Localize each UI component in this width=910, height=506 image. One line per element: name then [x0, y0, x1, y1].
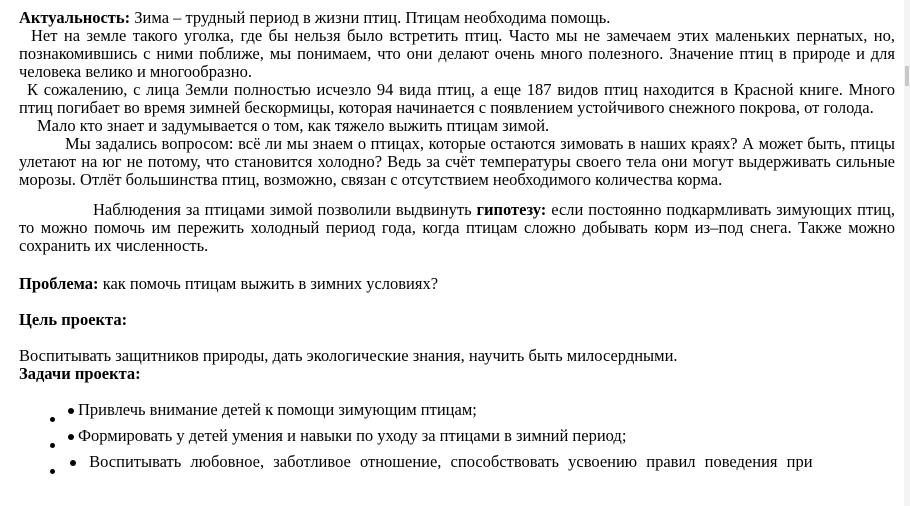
tasks-list	[19, 400, 895, 471]
relevance-intro-text: Зима – трудный период в жизни птиц. Птицам необходима помощь.	[130, 8, 611, 27]
relevance-heading: Актуальность:	[19, 8, 131, 27]
document-body	[19, 9, 895, 478]
hypothesis-text: если постоянно подкармливать зимующих птиц, то можно помочь им пережить холодный период года, когда птицам сложно добывать корм из–под снега. Также можно сохранить их численность.	[19, 200, 895, 255]
tasks-heading	[19, 365, 895, 383]
task-item-text: Воспитывать любовное, заботливое отношение, способствовать усвоению правил поведения при	[89, 452, 813, 471]
list-bullet-icon	[68, 400, 74, 418]
vertical-scrollbar[interactable]	[904, 0, 910, 506]
list-item	[19, 452, 895, 471]
list-bullet-icon	[50, 460, 55, 478]
relevance-paragraph-4: Мы задались вопросом: всё ли мы знаем о птицах, которые остаются зимовать в наших краях? А может быть, птицы улетают на юг не потому, что становится холодно? Ведь за счёт температуры своего тела они могут выдерживать сильные морозы. Отлёт большинства птиц, возможно, связан с отсутствием необходимого количества корма.	[19, 134, 895, 189]
tasks-label: Задачи проекта:	[19, 364, 141, 383]
list-bullet-icon	[50, 408, 55, 426]
hypothesis-lead: Наблюдения за птицами зимой позволили выдвинуть	[93, 200, 477, 219]
relevance-paragraph-3: Мало кто знает и задумывается о том, как тяжело выжить птицам зимой.	[37, 116, 550, 135]
goal-text: Воспитывать защитников природы, дать экологические знания, научить быть милосердными.	[19, 346, 678, 365]
relevance-intro	[19, 9, 895, 27]
task-item-text: Формировать у детей умения и навыки по уходу за птицами в зимний период;	[78, 426, 627, 445]
list-bullet-icon	[50, 434, 55, 452]
problem-paragraph	[19, 275, 895, 293]
goal-label: Цель проекта:	[19, 310, 128, 329]
list-bullet-icon	[70, 452, 76, 470]
relevance-paragraph-2: К сожалению, с лица Земли полностью исчезло 94 вида птиц, а еще 187 видов птиц находится в Красной книге. Много птиц погибает во время зимней бескормицы, которая начинается с появлением устойчивого снежного покрова, от голода.	[19, 80, 895, 117]
problem-text: как помочь птицам выжить в зимних условиях?	[98, 274, 439, 293]
list-bullet-icon	[68, 426, 74, 444]
hypothesis-label: гипотезу:	[476, 200, 547, 219]
problem-label: Проблема:	[19, 274, 99, 293]
task-item-text: Привлечь внимание детей к помощи зимующим птицам;	[78, 400, 477, 419]
scrollbar-thumb[interactable]	[905, 66, 909, 86]
relevance-paragraph-1: Нет на земле такого уголка, где бы нельзя было встретить птиц. Часто мы не замечаем этих маленьких пернатых, но, познакомившись с ними поближе, мы понимаем, что они делают очень много полезного. Значение птиц в природе и для человека велико и многообразно.	[19, 26, 895, 81]
goal-heading	[19, 311, 895, 329]
hypothesis-paragraph	[19, 201, 895, 255]
list-item	[19, 400, 895, 419]
list-item	[19, 426, 895, 445]
